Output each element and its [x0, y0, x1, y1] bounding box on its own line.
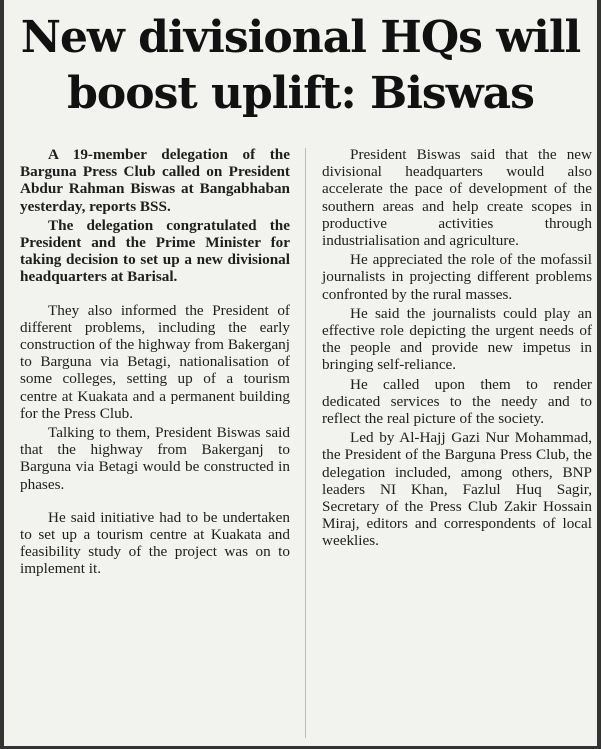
headline-line-2: boost uplift: Biswas	[67, 68, 534, 119]
paragraph: Led by Al-Hajj Gazi Nur Mohammad, the President of the Barguna Press Club, the delegation included, among others, BNP leaders NI Khan, Fazlul Huq Sagir, Secretary of the Press Club Zakir Hossain Miraj, editors and correspondents of local weeklies.	[322, 429, 592, 550]
paragraph: He called upon them to render dedicated services to the needy and to reflect the real picture of the society.	[322, 375, 592, 428]
paragraph: They also informed the President of different problems, including the early construction of the highway from Bakerganj to Barguna via Betagi, nationalisation of some colleges, setting up of a tourism centre at Kuakata and a permanent building for the Press Club.	[20, 301, 290, 422]
article-column-right	[322, 146, 592, 550]
column-divider	[305, 148, 306, 738]
headline-line-1: New divisional HQs will	[20, 12, 581, 63]
paragraph: He said initiative had to be undertaken to set up a tourism centre at Kuakata and feasibility study of the project was on to implement it.	[20, 508, 290, 578]
article-column-left	[20, 146, 290, 578]
paragraph: President Biswas said that the new divisional headquarters would also accelerate the pace of development of the southern areas and help create scopes in productive activities through industrialisation and agriculture.	[322, 146, 592, 250]
paragraph: A 19-member delegation of the Barguna Press Club called on President Abdur Rahman Biswas at Bangabhaban yesterday, reports BSS.	[20, 146, 290, 215]
headline	[10, 10, 591, 122]
paragraph: He appreciated the role of the mofassil journalists in projecting different problems confronted by the rural masses.	[322, 251, 592, 303]
paragraph: He said the journalists could play an effective role depicting the urgent needs of the people and provide new impetus in bringing self-reliance.	[322, 304, 592, 374]
paragraph: The delegation congratulated the President and the Prime Minister for taking decision to set up a new divisional headquarters at Barisal.	[20, 216, 290, 286]
paragraph: Talking to them, President Biswas said that the highway from Bakerganj to Barguna via Betagi would be constructed in phases.	[20, 424, 290, 493]
